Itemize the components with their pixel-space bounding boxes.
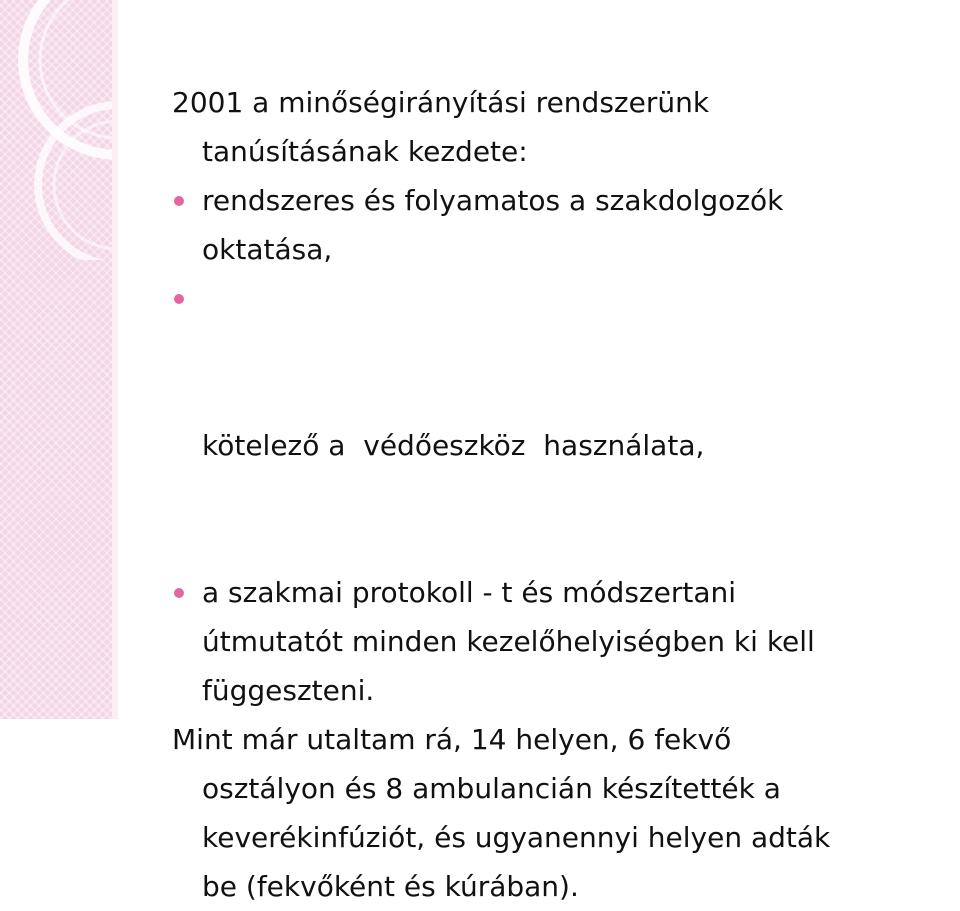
bullet-line: a szakmai protokoll - t és módszertani [202, 576, 737, 609]
bullet-line: oktatása, [202, 233, 333, 266]
intro-paragraph [172, 78, 932, 176]
intro-line: tanúsításának kezdete: [202, 135, 528, 168]
closing-paragraph [172, 715, 932, 911]
bullet-line: kötelező a védőeszköz használata, [202, 429, 705, 462]
closing-line: Mint már utaltam rá, 14 helyen, 6 fekvő [172, 723, 732, 756]
bullet-icon [174, 588, 184, 598]
bullet-icon [174, 196, 184, 206]
bullet-item [172, 176, 932, 274]
closing-line: osztályon és 8 ambulancián készítették a [202, 772, 781, 805]
bullet-icon [174, 294, 184, 304]
side-band-edge [112, 0, 118, 719]
bullet-item [172, 274, 932, 568]
decorative-circles [0, 0, 112, 260]
bullet-item [172, 568, 932, 715]
slide-content [172, 78, 932, 911]
closing-line: keverékinfúziót, és ugyanennyi helyen adták [202, 821, 831, 854]
closing-line: be (fekvőként és kúrában). [202, 870, 579, 903]
intro-line: 2001 a minőségirányítási rendszerünk [172, 86, 710, 119]
bullet-line: függeszteni. [202, 674, 375, 707]
bullet-line: rendszeres és folyamatos a szakdolgozók [202, 184, 784, 217]
bullet-line: útmutatót minden kezelőhelyiségben ki kell [202, 625, 815, 658]
